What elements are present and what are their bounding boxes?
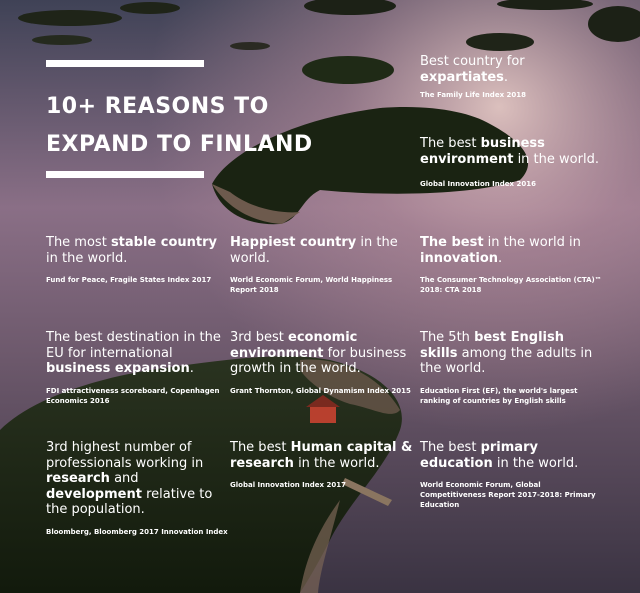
reason-text: The best business environment in the world. bbox=[420, 136, 599, 167]
reason-source: Fund for Peace, Fragile States Index 2017 bbox=[46, 276, 212, 284]
headline bbox=[46, 88, 346, 164]
reason-card bbox=[46, 330, 231, 406]
reason-card bbox=[420, 136, 605, 189]
reason-source: World Economic Forum, World Happiness Report 2018 bbox=[230, 276, 393, 294]
headline-line-1: 10+ REASONS TO bbox=[46, 94, 269, 119]
reason-source: World Economic Forum, Global Competitiveness Report 2017-2018: Primary Education bbox=[420, 481, 596, 509]
reason-card bbox=[420, 235, 605, 295]
reason-text: The best Human capital & research in the world. bbox=[230, 440, 413, 471]
reason-source: Grant Thornton, Global Dynamism Index 2015 bbox=[230, 386, 411, 395]
reason-card bbox=[230, 235, 415, 295]
bottom-divider bbox=[46, 171, 204, 178]
reason-source: FDI attractiveness scoreboard, Copenhagen Economics 2016 bbox=[46, 386, 220, 405]
reason-card bbox=[420, 54, 605, 100]
reason-text: The best in the world in innovation. bbox=[420, 235, 581, 266]
reason-source: Global Innovation Index 2017 bbox=[230, 481, 346, 489]
reason-source: Bloomberg, Bloomberg 2017 Innovation Index bbox=[46, 527, 228, 536]
reason-card bbox=[230, 440, 415, 490]
reason-text: The best primary education in the world. bbox=[420, 440, 579, 471]
reason-text: 3rd best economic environment for business growth in the world. bbox=[230, 330, 407, 376]
reason-text: Best country for expartiates. bbox=[420, 54, 525, 85]
island bbox=[18, 10, 122, 26]
reason-card bbox=[46, 440, 231, 537]
reason-card bbox=[230, 330, 415, 396]
reason-text: The most stable country in the world. bbox=[46, 235, 218, 266]
reason-source: Education First (EF), the world's largest ranking of countries by English skills bbox=[420, 386, 578, 405]
reason-card bbox=[46, 235, 231, 285]
reason-source: Global Innovation Index 2016 bbox=[420, 180, 536, 188]
reason-text: Happiest country in the world. bbox=[230, 235, 398, 266]
headline-line-2: EXPAND TO FINLAND bbox=[46, 132, 313, 157]
reason-source: The Family Life Index 2018 bbox=[420, 91, 527, 99]
reason-text: 3rd highest number of professionals working in research and development relative to the population. bbox=[46, 440, 213, 517]
top-divider bbox=[46, 60, 204, 67]
reason-source: The Consumer Technology Association (CTA)™ 2018: CTA 2018 bbox=[420, 276, 602, 294]
reason-text: The best destination in the EU for international business expansion. bbox=[46, 330, 221, 376]
reason-card bbox=[420, 440, 605, 510]
reason-card bbox=[420, 330, 605, 406]
reason-text: The 5th best English skills among the adults in the world. bbox=[420, 330, 593, 376]
cabin bbox=[310, 405, 336, 423]
